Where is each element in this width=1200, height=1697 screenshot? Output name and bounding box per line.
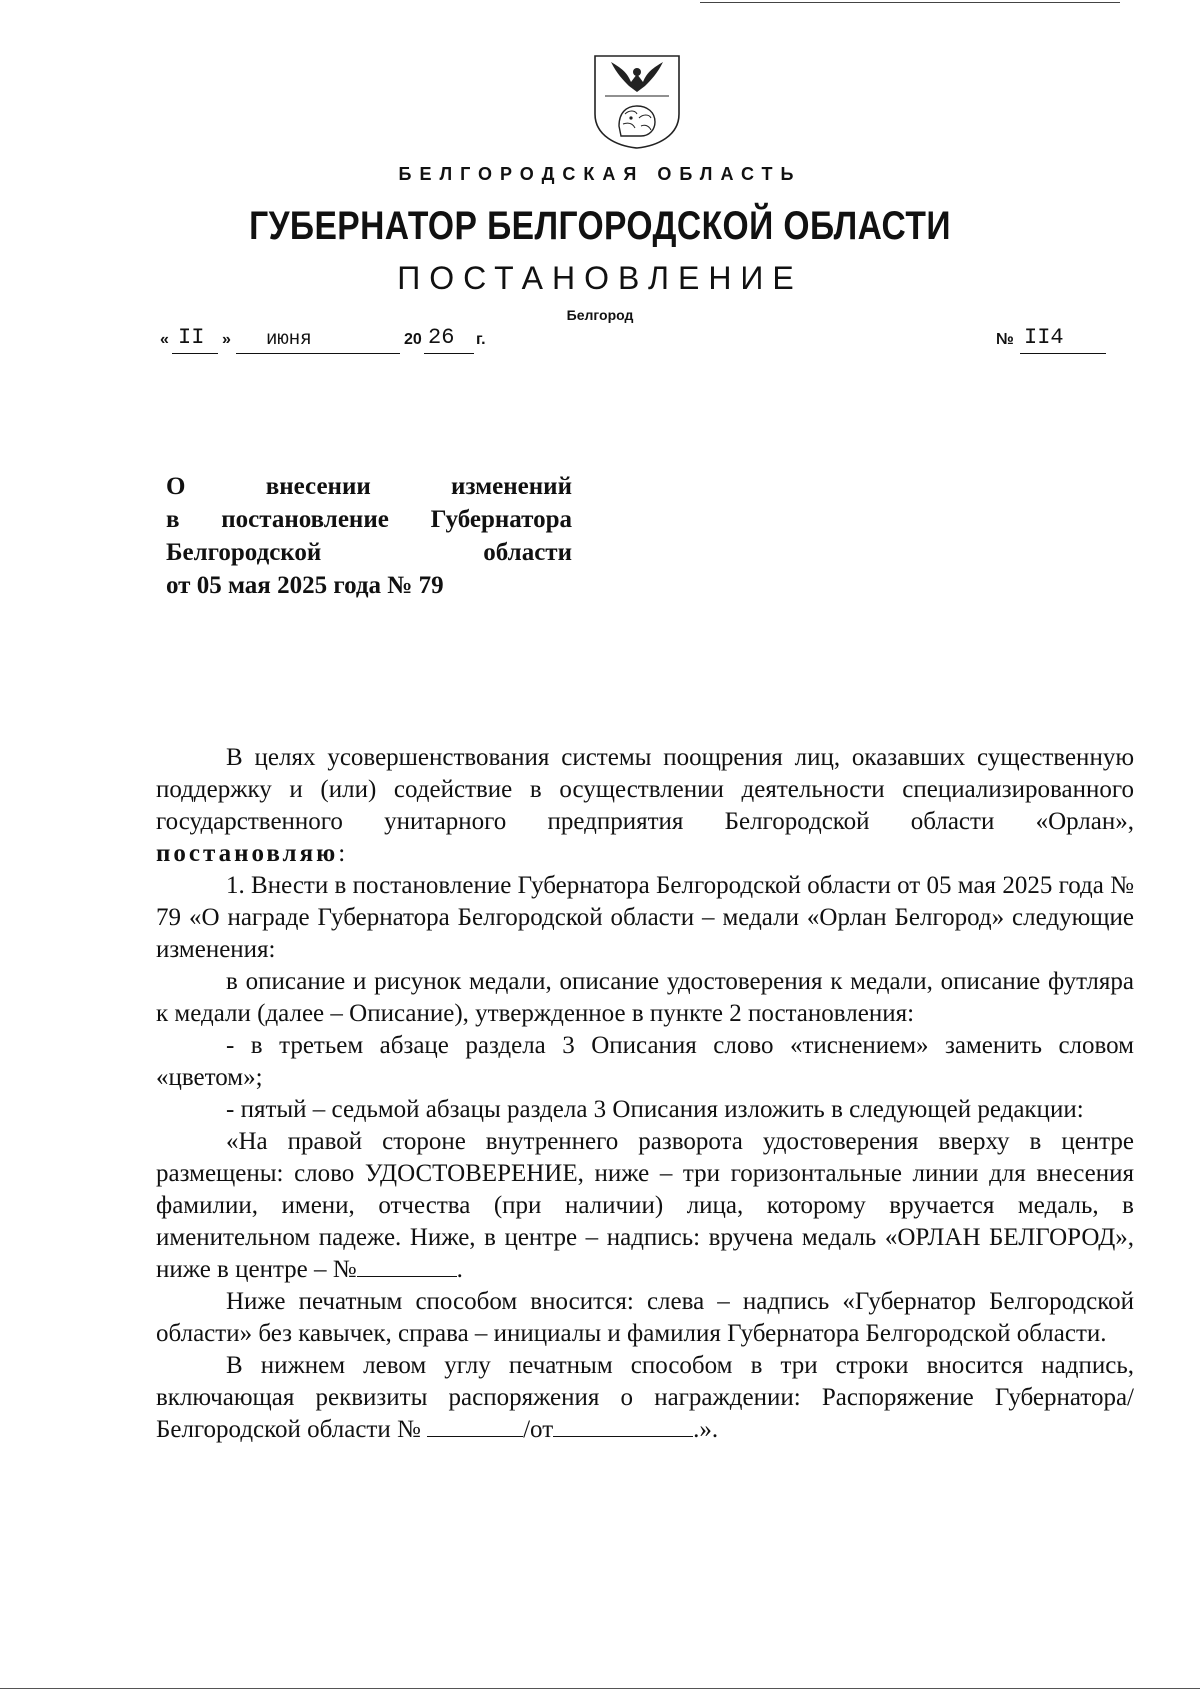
- number-blank-line: [357, 1254, 457, 1277]
- city-label: Белгород: [566, 307, 634, 323]
- date-year-prefix: 20: [404, 331, 422, 348]
- authority-heading: ГУБЕРНАТОР БЕЛГОРОДСКОЙ ОБЛАСТИ: [249, 204, 951, 248]
- number-underline: [1020, 353, 1106, 354]
- number-label: №: [996, 331, 1014, 348]
- date-year-mark: г.: [476, 331, 486, 348]
- order-date-blank: [553, 1414, 693, 1437]
- subject-line: в постановление Губернатора: [166, 506, 572, 533]
- document-subject: [166, 470, 572, 602]
- order-date-label: /от: [523, 1416, 554, 1443]
- body-paragraph: [156, 1126, 1134, 1286]
- scan-edge-bottom: [0, 1688, 1200, 1689]
- date-year: 26: [428, 325, 455, 350]
- body-paragraph: - пятый – седьмой абзацы раздела 3 Описания изложить в следующей редакции:: [226, 1096, 1084, 1123]
- subject-line: от 05 мая 2025 года № 79: [166, 572, 444, 599]
- date-day: II: [178, 325, 205, 350]
- closing-quote: .».: [693, 1416, 719, 1443]
- document-type-heading: ПОСТАНОВЛЕНИЕ: [397, 260, 803, 296]
- subject-line: О внесении изменений: [166, 473, 572, 500]
- body-paragraph: [156, 1350, 1134, 1446]
- preamble-text: В целях усовершенствования системы поощрения лиц, оказавших существенную поддержку и (или) содействие в осуществлении деятельности специализированного государственного унитарного предприятия Белгородской области «Орлан»,: [156, 744, 1134, 835]
- document-number: II4: [1024, 325, 1064, 350]
- subject-line: Белгородской области: [166, 539, 572, 566]
- coat-of-arms-icon: [591, 52, 683, 150]
- decree-word: постановляю: [156, 840, 339, 867]
- body-paragraph: - в третьем абзаце раздела 3 Описания слово «тиснением» заменить словом «цветом»;: [156, 1032, 1134, 1091]
- date-day-underline: [172, 353, 218, 354]
- body-paragraph: 1. Внести в постановление Губернатора Белгородской области от 05 мая 2025 года № 79 «О награде Губернатора Белгородской области – медали «Орлан Белгород» следующие изменения:: [156, 872, 1134, 963]
- order-number-blank: [427, 1414, 523, 1437]
- date-year-underline: [424, 353, 474, 354]
- body-paragraph: в описание и рисунок медали, описание удостоверения к медали, описание футляра к медали (далее – Описание), утвержденное в пункте 2 постановления:: [156, 968, 1134, 1027]
- body-paragraph: Ниже печатным способом вносится: слева – надпись «Губернатор Белгородской области» без кавычек, справа – инициалы и фамилия Губернатора Белгородской области.: [156, 1288, 1134, 1347]
- certificate-period: .: [456, 1256, 463, 1283]
- body-paragraph: [156, 742, 1134, 870]
- date-open-quote: «: [160, 331, 169, 348]
- region-heading: БЕЛГОРОДСКАЯ ОБЛАСТЬ: [398, 164, 802, 184]
- document-body: [156, 742, 1134, 1446]
- order-details-text: В нижнем левом углу печатным способом в три строки вносится надпись, включающая реквизиты распоряжения о награждении: Распоряжение Губернатора/Белгородской области №: [156, 1352, 1134, 1443]
- date-month: июня: [266, 328, 312, 350]
- certificate-text: «На правой стороне внутреннего разворота удостоверения вверху в центре размещены: слово УДОСТОВЕРЕНИЕ, ниже – три горизонтальные линии для внесения фамилии, имени, отчества (при наличии) лица, которому вручается медаль, в именительном падеже. Ниже, в центре – надпись: вручена медаль «ОРЛАН БЕЛГОРОД», ниже в центре – №: [156, 1128, 1134, 1283]
- scan-edge-top: [700, 2, 1120, 3]
- preamble-colon: :: [338, 840, 346, 867]
- date-month-underline: [236, 353, 400, 354]
- date-close-quote: »: [222, 331, 231, 348]
